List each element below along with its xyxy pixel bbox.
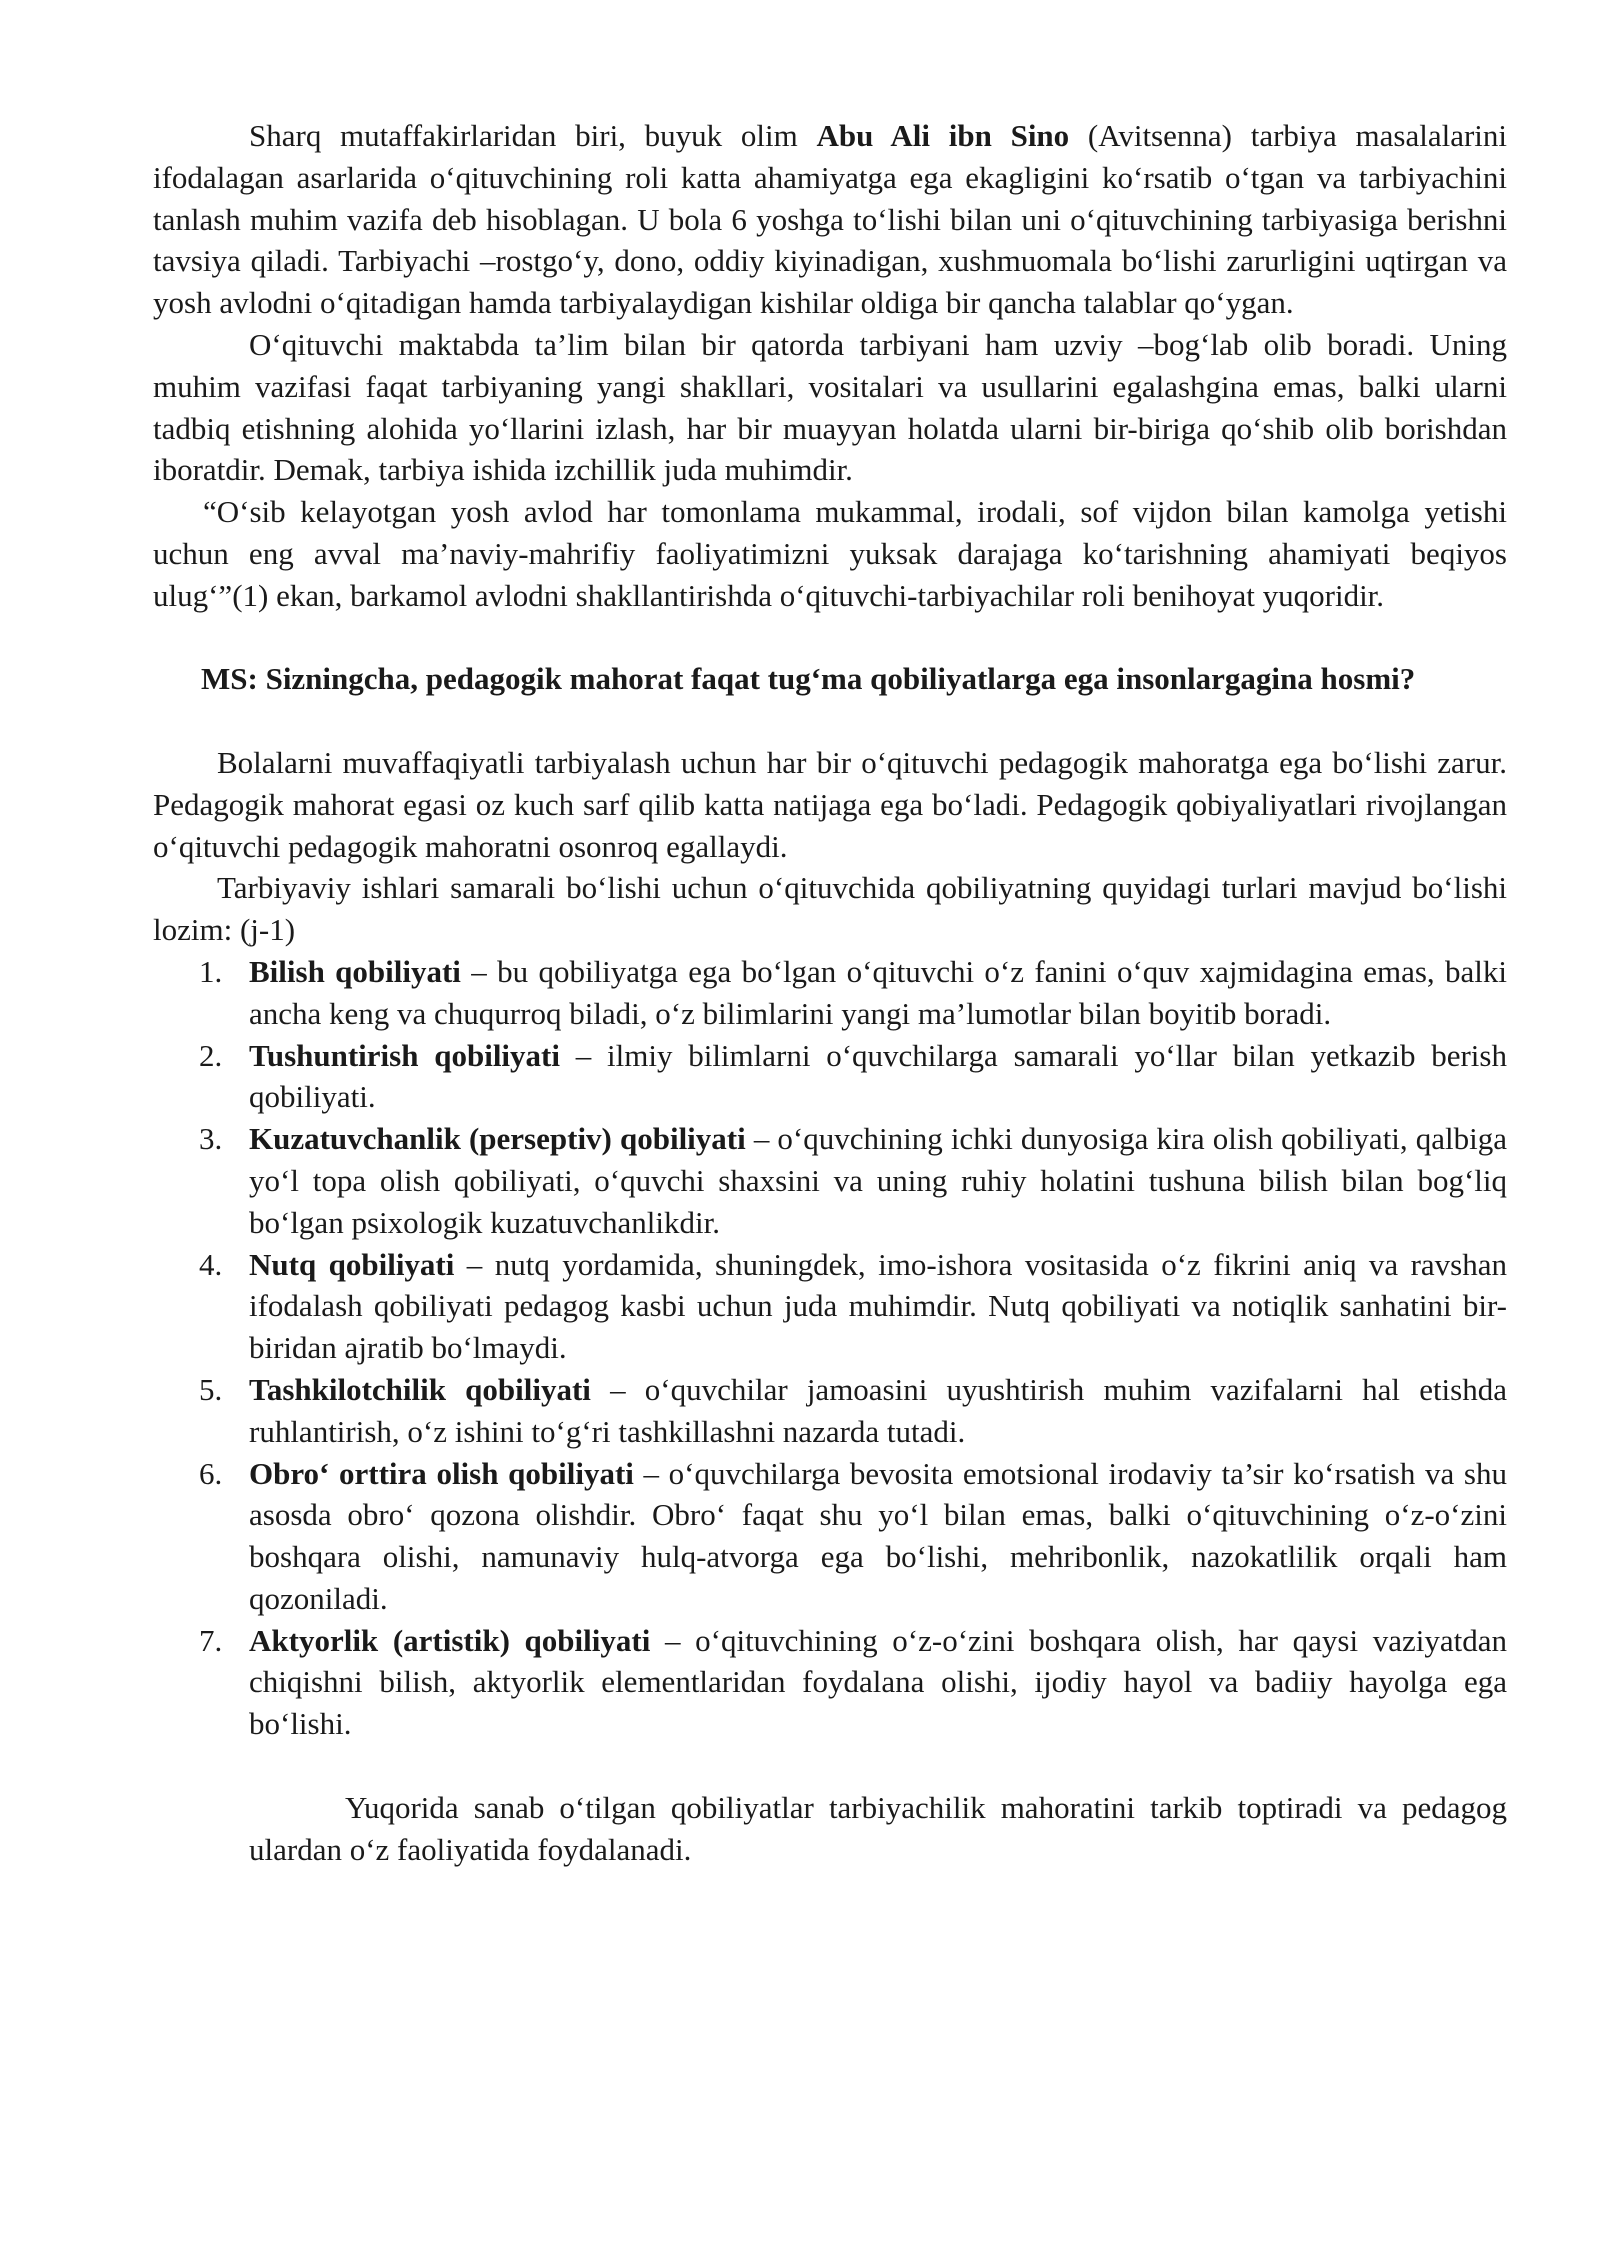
ability-term: Kuzatuvchanlik (perseptiv) qobiliyati [249,1121,746,1157]
spacer [153,617,1507,659]
ability-term: Tushuntirish qobiliyati [249,1037,560,1073]
ability-term: Obroʻ orttira olish qobiliyati [249,1455,634,1491]
ability-description: – nutq yordamida, shuningdek, imo-ishora vositasida oʻz fikrini aniq va ravshan ifodalash qobiliyati pedagog kasbi uchun juda muhimdir. Nutq qobiliyati va notiqlik sanhatini bir-biridan ajratib boʻlmaydi. [249,1246,1508,1366]
list-number: 7. [199,1622,223,1658]
paragraph-pedagogical-mastery: Bolalarni muvaffaqiyatli tarbiyalash uchun har bir oʻqituvchi pedagogik mahoratga ega boʻlishi zarur. Pedagogik mahorat egasi oz kuch sarf qilib katta natijaga ega boʻladi. Pedagogik qobiyaliyatlari rivojlangan oʻqituvchi pedagogik mahoratni osonroq egallaydi. [153,744,1507,864]
ability-description: – bu qobiliyatga ega boʻlgan oʻqituvchi oʻz fanini oʻquv xajmidagina emas, balki ancha keng va chuqurroq biladi, oʻz bilimlarini yangi ma’lumotlar bilan boyitib boradi. [249,953,1507,1031]
spacer [153,700,1507,742]
list-number: 1. [199,953,223,989]
paragraph-conclusion: Yuqorida sanab oʻtilgan qobiliyatlar tarbiyachilik mahoratini tarkib toptiradi va pedagog ulardan oʻz faoliyatida foydalanadi. [249,1789,1507,1867]
ability-term: Bilish qobiliyati [249,953,461,989]
question-heading: MS: Sizningcha, pedagogik mahorat faqat tugʻma qobiliyatlarga ega insonlargagina hosmi? [201,661,1416,697]
paragraph-teacher-role: Oʻqituvchi maktabda ta’lim bilan bir qatorda tarbiyani ham uzviy –bogʻlab olib boradi. Uning muhim vazifasi faqat tarbiyaning yangi shakllari, vositalari va usullarini egalashgina emas, balki ularni tadbiq etishning alohida yoʻllarini izlash, har bir muayyan holatda ularni bir-biriga qoʻshib olib borishdan iboratdir. Demak, tarbiya ishida izchillik juda muhimdir. [153,326,1507,488]
list-number: 3. [199,1121,223,1157]
spacer [153,1745,1507,1787]
list-item [153,951,1507,1035]
ability-term: Nutq qobiliyati [249,1246,455,1282]
paragraph-text: (Avitsenna) tarbiya masalalarini ifodalagan asarlarida oʻqituvchining roli katta ahamiyatga ega ekagligini koʻrsatib oʻtgan va tarbiyachini tanlash muhim vazifa deb hisoblagan. U bola 6 yoshga toʻlishi bilan uni oʻqituvchining tarbiyasiga berishni tavsiya qiladi. Tarbiyachi –rostgoʻy, dono, oddiy kiyinadigan, xushmuomala boʻlishi zarurligini uqtirgan va yosh avlodni oʻqitadigan hamda tarbiyalaydigan kishilar oldiga bir qancha talablar qoʻygan. [153,118,1508,321]
document-page [153,115,1507,1870]
paragraph-text: Sharq mutaffakirlaridan biri, buyuk olim [249,118,817,153]
paragraph-ibn-sino [153,115,1507,324]
list-number: 2. [199,1037,223,1073]
list-number: 4. [199,1246,223,1282]
list-item [153,1620,1507,1745]
list-item [153,1035,1507,1119]
person-name: Abu Ali ibn Sino [816,118,1070,153]
abilities-list [153,951,1507,1745]
ability-description: – oʻquvchilar jamoasini uyushtirish muhim vazifalarni hal etishda ruhlantirish, oʻz ishini toʻgʻri tashkillashni nazarda tutadi. [249,1371,1507,1449]
list-number: 6. [199,1455,223,1491]
paragraph-abilities-intro: Tarbiyaviy ishlari samarali boʻlishi uchun oʻqituvchida qobiliyatning quyidagi turlari mavjud boʻlishi lozim: (j-1) [153,870,1507,948]
list-item [153,1118,1507,1243]
ability-description: – oʻquvchilarga bevosita emotsional irodaviy ta’sir koʻrsatish va shu asosda obroʻ qozona olishdir. Obroʻ faqat shu yoʻl bilan emas, balki oʻqituvchining oʻz-oʻzini boshqara olishi, namunaviy hulq-atvorga ega boʻlishi, mehribonlik, nazokatlilik orqali ham qozoniladi. [249,1455,1507,1616]
ability-description: – oʻquvchining ichki dunyosiga kira olish qobiliyati, qalbiga yoʻl topa olish qobiliyati, oʻquvchi shaxsini va uning ruhiy holatini tushuna bilish bilan bogʻliq boʻlgan psixologik kuzatuvchanlikdir. [249,1121,1508,1240]
list-item [153,1244,1507,1369]
ability-description: – ilmiy bilimlarni oʻquvchilarga samarali yoʻllar bilan yetkazib berish qobiliyati. [249,1037,1507,1115]
list-item [153,1369,1507,1453]
paragraph-quote: “Oʻsib kelayotgan yosh avlod har tomonlama mukammal, irodali, sof vijdon bilan kamolga yetishi uchun eng avval ma’naviy-mahrifiy faoliyatimizni yuksak darajaga koʻtarishning ahamiyati beqiyos ulugʻ”(1) ekan, barkamol avlodni shakllantirishda oʻqituvchi-tarbiyachilar roli benihoyat yuqoridir. [153,494,1507,613]
list-item [153,1453,1507,1620]
ability-description: – oʻqituvchining oʻz-oʻzini boshqara olish, har qaysi vaziyatdan chiqishni bilish, aktyorlik elementlaridan foydalana olishi, ijodiy hayol va badiiy hayolga ega boʻlishi. [249,1622,1508,1742]
ability-term: Tashkilotchilik qobiliyati [249,1371,591,1407]
ability-term: Aktyorlik (artistik) qobiliyati [249,1622,651,1658]
list-number: 5. [199,1371,223,1407]
